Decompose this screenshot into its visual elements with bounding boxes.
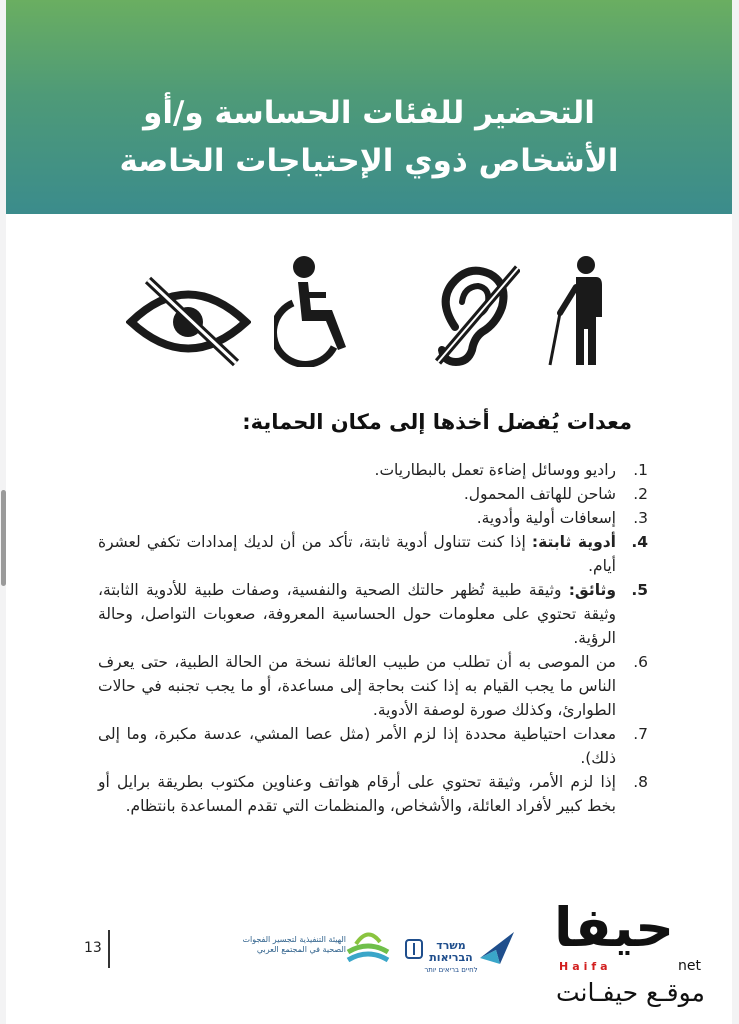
item-lead: وثائق: xyxy=(568,581,616,599)
ministry-star-icon xyxy=(476,928,518,968)
footer-divider xyxy=(108,930,110,968)
list-item xyxy=(98,722,648,770)
item-number: .1 xyxy=(633,461,648,479)
item-number: .7 xyxy=(633,725,648,743)
org-logo-icon xyxy=(344,922,392,970)
section-heading: معدات يُفضل أخذها إلى مكان الحماية: xyxy=(242,410,632,434)
item-text: راديو ووسائل إضاءة تعمل بالبطاريات. xyxy=(374,461,616,479)
list-item xyxy=(98,458,648,482)
org-logo-text: الهيئة التنفيذية لتجسير الفجوات الصحية في المجتمع العربي xyxy=(242,935,346,954)
list-item xyxy=(98,506,648,530)
list-item xyxy=(98,530,648,578)
list-item xyxy=(98,578,648,650)
list-item xyxy=(98,650,648,722)
item-number: .8 xyxy=(633,773,648,791)
list-item xyxy=(98,770,648,818)
list-item xyxy=(98,482,648,506)
hearing-impaired-icon xyxy=(430,262,520,367)
item-text: إذا لزم الأمر، وثيقة تحتوي على أرقام هواتف وعناوين مكتوب بطريقة برايل أو بخط كبير لأفراد العائلة، والأشخاص، والمنظمات التي تقدم المساعدة بانتظام. xyxy=(98,773,616,815)
item-text: معدات احتياطية محددة إذا لزم الأمر (مثل عصا المشي، عدسة مكبرة، وما إلى ذلك). xyxy=(98,725,616,767)
page-header xyxy=(6,0,732,214)
item-number: .2 xyxy=(633,485,648,503)
wheelchair-icon xyxy=(274,255,359,367)
page-title-line-1: التحضير للفئات الحساسة و/أو xyxy=(143,95,595,131)
visually-impaired-icon xyxy=(126,275,251,367)
item-number: .5 xyxy=(631,581,648,599)
item-number: .4 xyxy=(631,533,648,551)
item-lead: أدوية ثابتة: xyxy=(531,533,616,551)
page-title-line-2: الأشخاص ذوي الإحتياجات الخاصة xyxy=(119,143,619,179)
item-number: .3 xyxy=(633,509,648,527)
watermark-net: net xyxy=(678,958,701,974)
watermark-latin: Haifa xyxy=(559,960,612,973)
item-text: شاحن للهاتف المحمول. xyxy=(463,485,616,503)
item-number: .6 xyxy=(633,653,648,671)
ministry-tagline: לחיים בריאים יותר xyxy=(424,966,478,974)
page-number: 13 xyxy=(84,940,102,956)
equipment-list xyxy=(98,458,648,818)
blind-cane-icon xyxy=(548,255,613,367)
watermark-subtitle: موقـع حيفـانت xyxy=(556,978,705,1007)
item-text: إذا كنت تتناول أدوية ثابتة، تأكد من أن لديك إمدادات تكفي لعشرة أيام. xyxy=(98,533,616,575)
ministry-name: משרד הבריאות xyxy=(429,939,473,964)
item-text: من الموصى به أن تطلب من طبيب العائلة نسخة من الحالة الطبية، حتى يعرف الناس ما يجب القيام به إذا كنت بحاجة إلى مساعدة، أو ما يجب تجنبه في حالات الطوارئ، وكذلك صورة لوصفة الأدوية. xyxy=(98,653,616,719)
item-text: إسعافات أولية وأدوية. xyxy=(476,509,616,527)
item-text: وثيقة طبية تُظهر حالتك الصحية والنفسية، وصفات طبية للأدوية الثابتة، وثيقة تحتوي على معلومات حول الحساسية المعروفة، صعوبات التواصل، وحالة الرؤية. xyxy=(98,581,616,647)
watermark-logo: حيفا xyxy=(554,896,675,959)
document-page xyxy=(6,0,732,1024)
